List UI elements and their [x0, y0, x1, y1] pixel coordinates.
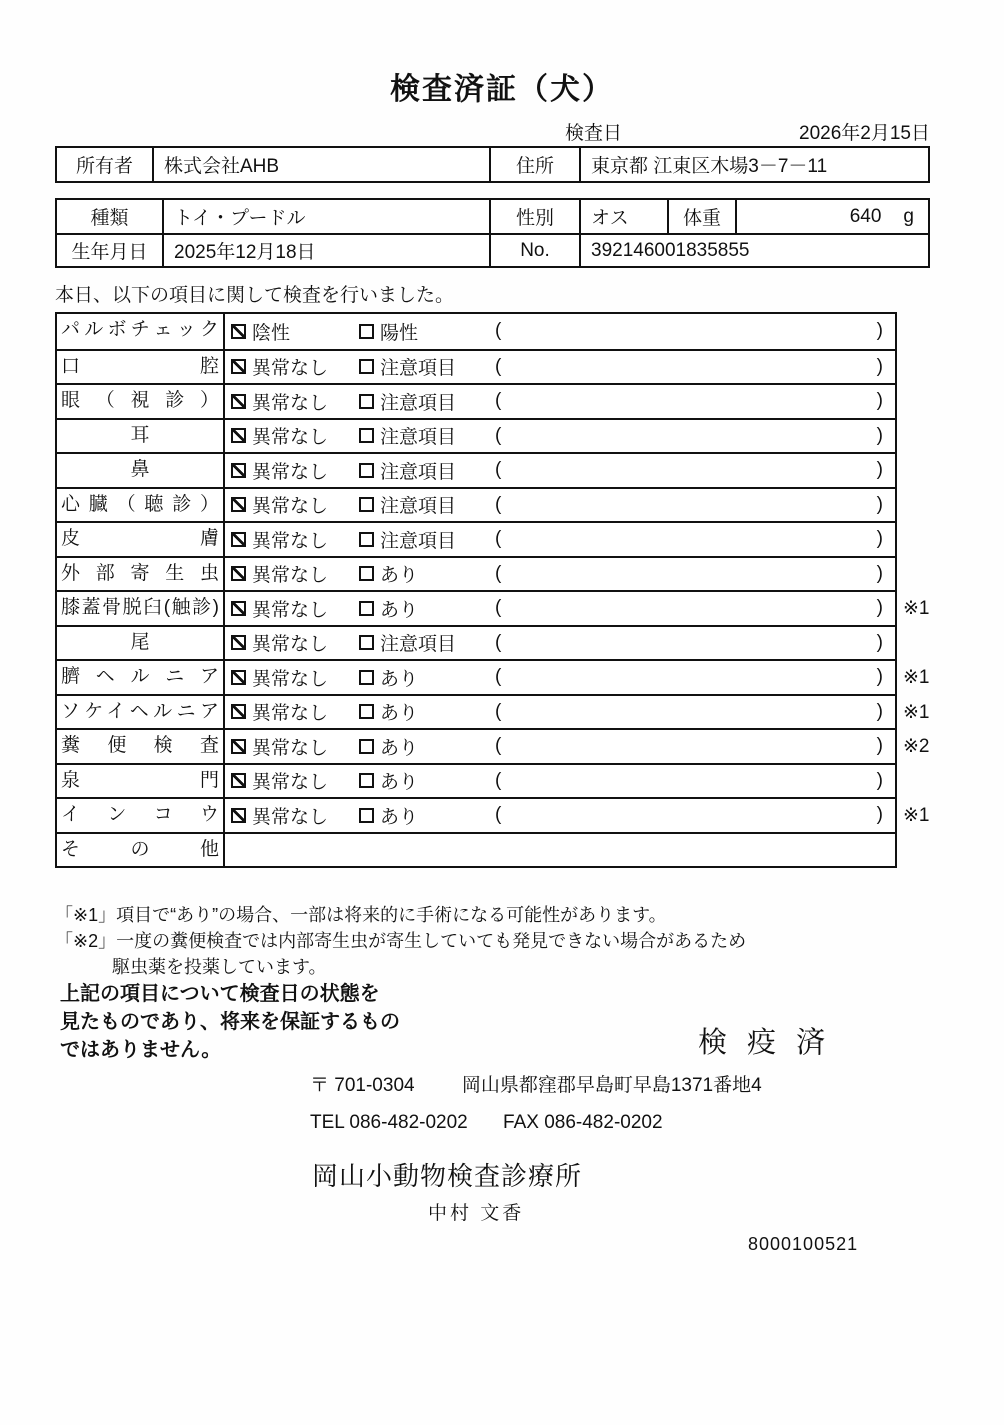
checklist-row — [57, 383, 895, 418]
remark-paren-open: ( — [495, 631, 502, 653]
checkbox-checked-icon — [231, 808, 246, 823]
checkbox-checked-icon — [231, 739, 246, 754]
sex-label: 性別 — [489, 200, 579, 233]
item-result — [225, 420, 895, 453]
remark-paren-close: ) — [876, 631, 883, 653]
item-label: 外 部 寄 生 虫 — [57, 558, 225, 591]
checkbox-unchecked-icon — [359, 359, 374, 374]
item-result — [225, 351, 895, 384]
address-value: 東京都 江東区木場3－7－11 — [579, 148, 928, 181]
option-label: 異常なし — [252, 806, 329, 828]
breed-label: 種類 — [90, 208, 129, 229]
remark-paren-close: ) — [876, 666, 883, 688]
result-option — [231, 388, 359, 415]
checkbox-unchecked-icon — [359, 428, 374, 443]
result-option — [231, 698, 359, 725]
checklist-row — [57, 832, 895, 867]
birth-label: 生年月日 — [71, 242, 148, 263]
checkbox-unchecked-icon — [359, 670, 374, 685]
remark-paren-close: ) — [876, 390, 883, 412]
result-option — [231, 457, 359, 484]
option-label: 異常なし — [252, 668, 329, 690]
option-label: 陰性 — [252, 322, 291, 344]
option-label: 異常なし — [252, 427, 329, 449]
checklist-row — [57, 694, 930, 729]
sex-value: オス — [579, 200, 667, 233]
quarantine-stamp: 検 疫 済 — [698, 1027, 832, 1059]
result-option — [231, 664, 359, 691]
owner-value: 株式会社AHB — [152, 148, 489, 181]
weight-value: 640 — [849, 205, 882, 227]
option-label: 注意項目 — [380, 496, 457, 518]
clinic-address-line — [310, 1070, 762, 1097]
item-label: パルボチェック — [57, 314, 225, 349]
result-option — [359, 491, 487, 518]
checkbox-checked-icon — [231, 704, 246, 719]
remark-paren-close: ) — [876, 355, 883, 377]
owner-table — [55, 146, 930, 183]
result-option — [231, 595, 359, 622]
option-label: 異常なし — [252, 772, 329, 794]
result-option — [359, 388, 487, 415]
item-result — [225, 385, 895, 418]
item-label: 眼 （ 視 診 ） — [57, 385, 225, 418]
item-label: そ の 他 — [57, 834, 225, 867]
option-label: 異常なし — [252, 496, 329, 518]
checklist-row — [57, 314, 895, 349]
remark-paren-close: ) — [876, 528, 883, 550]
checkbox-checked-icon — [231, 324, 246, 339]
option-label: 異常なし — [252, 703, 329, 725]
item-result — [225, 489, 895, 522]
checklist-row — [57, 521, 895, 556]
checkbox-unchecked-icon — [359, 394, 374, 409]
disclaimer-line-2: 見たものであり、将来を保証するもの — [60, 1011, 400, 1033]
result-option — [231, 560, 359, 587]
remark-paren-close: ) — [876, 493, 883, 515]
item-result — [225, 834, 895, 867]
result-option — [231, 802, 359, 829]
item-result — [225, 314, 895, 349]
footnote-mark: ※1 — [903, 701, 930, 723]
footnotes — [55, 902, 746, 980]
item-label: 皮 膚 — [57, 523, 225, 556]
checklist-row — [57, 659, 930, 694]
option-label: 陽性 — [380, 322, 419, 344]
option-label: あり — [380, 737, 419, 759]
remark-paren-open: ( — [495, 597, 502, 619]
checkbox-unchecked-icon — [359, 739, 374, 754]
option-label: あり — [380, 565, 419, 587]
checklist-row — [57, 487, 895, 522]
inspection-date-row — [55, 118, 930, 144]
item-result — [225, 627, 895, 660]
inspection-date-value: 2026年2月15日 — [799, 123, 930, 144]
checklist-row — [57, 763, 895, 798]
item-result — [225, 592, 895, 625]
result-option — [231, 422, 359, 449]
option-label: 異常なし — [252, 461, 329, 483]
item-label: 心 臓 （ 聴 診 ） — [57, 489, 225, 522]
birth-value: 2025年12月18日 — [162, 235, 489, 266]
birth-row — [57, 233, 928, 266]
remark-paren-open: ( — [495, 459, 502, 481]
footnote-mark: ※1 — [903, 598, 930, 619]
option-label: 注意項目 — [380, 530, 457, 552]
remark-paren-close: ) — [876, 804, 883, 826]
remark-paren-close: ) — [876, 700, 883, 722]
result-option — [359, 457, 487, 484]
item-result — [225, 454, 895, 487]
disclaimer-line-1: 上記の項目について検査日の状態を — [60, 983, 380, 1005]
result-option — [231, 353, 359, 380]
clinic-tel: TEL 086-482-0202 — [310, 1112, 468, 1133]
footnote-mark: ※1 — [903, 667, 930, 688]
checklist-table — [55, 312, 930, 868]
checkbox-unchecked-icon — [359, 635, 374, 650]
document-title: 検査済証（犬） — [390, 73, 614, 106]
checkbox-checked-icon — [231, 773, 246, 788]
result-option — [231, 526, 359, 553]
item-result — [225, 558, 895, 591]
result-option — [359, 698, 487, 725]
checklist-row — [57, 797, 930, 832]
footnote-2-continued: 駆虫薬を投薬しています。 — [112, 957, 327, 977]
item-result — [225, 523, 895, 556]
checkbox-checked-icon — [231, 428, 246, 443]
disclaimer-line-3: ではありません。 — [60, 1039, 222, 1061]
checkbox-checked-icon — [231, 670, 246, 685]
checkbox-unchecked-icon — [359, 601, 374, 616]
item-label: 膝蓋骨脱臼(触診) — [57, 592, 225, 625]
checkbox-checked-icon — [231, 635, 246, 650]
item-label: 耳 — [57, 420, 225, 453]
option-label: 異常なし — [252, 358, 329, 380]
remark-paren-open: ( — [495, 390, 502, 412]
checklist-row — [57, 418, 895, 453]
result-option — [359, 560, 487, 587]
remark-paren-open: ( — [495, 355, 502, 377]
remark-paren-open: ( — [495, 769, 502, 791]
item-label: イ ン コ ウ — [57, 799, 225, 832]
checkbox-unchecked-icon — [359, 532, 374, 547]
remark-paren-open: ( — [495, 424, 502, 446]
clinic-postal: 〒 701-0304 — [310, 1075, 415, 1096]
checkbox-unchecked-icon — [359, 463, 374, 478]
checkbox-checked-icon — [231, 359, 246, 374]
remark-paren-close: ) — [876, 735, 883, 757]
weight-label: 体重 — [667, 200, 735, 233]
clinic-name: 岡山小動物検査診療所 — [312, 1161, 583, 1191]
result-option — [359, 422, 487, 449]
breed-row — [57, 200, 928, 233]
item-label: ソケイヘルニア — [57, 696, 225, 729]
checkbox-checked-icon — [231, 601, 246, 616]
checkbox-unchecked-icon — [359, 808, 374, 823]
option-label: 注意項目 — [380, 358, 457, 380]
result-option — [359, 629, 487, 656]
result-option — [359, 526, 487, 553]
breed-value: トイ・プードル — [162, 200, 489, 233]
item-label: 臍 ヘ ル ニ ア — [57, 661, 225, 694]
option-label: 注意項目 — [380, 392, 457, 414]
result-option — [359, 664, 487, 691]
remark-paren-open: ( — [495, 528, 502, 550]
checklist-row — [57, 728, 930, 763]
option-label: 注意項目 — [380, 461, 457, 483]
option-label: あり — [380, 599, 419, 621]
item-label: 泉 門 — [57, 765, 225, 798]
item-label: 鼻 — [57, 454, 225, 487]
remark-paren-close: ) — [876, 424, 883, 446]
option-label: 異常なし — [252, 530, 329, 552]
remark-paren-close: ) — [876, 320, 883, 342]
pet-table — [55, 198, 930, 268]
staff-name: 中村 文香 — [428, 1203, 525, 1224]
footnote-2: 「※2」一度の糞便検査では内部寄生虫が寄生していても発見できない場合があるため — [55, 931, 747, 951]
item-result — [225, 765, 895, 798]
option-label: 注意項目 — [380, 634, 457, 656]
checkbox-unchecked-icon — [359, 324, 374, 339]
result-option — [231, 767, 359, 794]
remark-paren-open: ( — [495, 493, 502, 515]
item-result — [225, 730, 895, 763]
option-label: 異常なし — [252, 565, 329, 587]
footer-code: 8000100521 — [748, 1234, 859, 1254]
remark-paren-open: ( — [495, 320, 502, 342]
footnote-mark: ※1 — [903, 805, 930, 826]
result-option — [231, 491, 359, 518]
result-option — [359, 802, 487, 829]
footnote-mark: ※2 — [903, 736, 930, 757]
result-option — [359, 767, 487, 794]
option-label: あり — [380, 806, 419, 828]
clinic-tel-line — [310, 1112, 663, 1134]
disclaimer-text — [60, 980, 400, 1064]
address-label: 住所 — [489, 148, 579, 181]
remark-paren-open: ( — [495, 700, 502, 722]
result-option — [359, 595, 487, 622]
option-label: 異常なし — [252, 599, 329, 621]
checkbox-checked-icon — [231, 394, 246, 409]
inspection-date-label: 検査日 — [565, 123, 623, 144]
remark-paren-close: ) — [876, 459, 883, 481]
no-label: No. — [489, 235, 579, 266]
item-label: 糞 便 検 査 — [57, 730, 225, 763]
remark-paren-close: ) — [876, 562, 883, 584]
weight-unit: g — [903, 205, 914, 227]
remark-paren-open: ( — [495, 804, 502, 826]
checkbox-unchecked-icon — [359, 773, 374, 788]
option-label: 異常なし — [252, 737, 329, 759]
option-label: 注意項目 — [380, 427, 457, 449]
remark-paren-open: ( — [495, 562, 502, 584]
option-label: あり — [380, 668, 419, 690]
result-option — [231, 733, 359, 760]
result-option — [231, 629, 359, 656]
result-option — [359, 733, 487, 760]
checkbox-checked-icon — [231, 463, 246, 478]
result-option — [359, 353, 487, 380]
remark-paren-close: ) — [876, 769, 883, 791]
option-label: あり — [380, 703, 419, 725]
checklist-row — [57, 556, 895, 591]
owner-label: 所有者 — [75, 156, 133, 177]
checkbox-checked-icon — [231, 566, 246, 581]
checkbox-checked-icon — [231, 497, 246, 512]
item-result — [225, 696, 895, 729]
item-label: 尾 — [57, 627, 225, 660]
owner-row — [57, 148, 928, 181]
checklist-row — [57, 349, 895, 384]
result-option — [231, 318, 359, 345]
remark-paren-close: ) — [876, 597, 883, 619]
option-label: 異常なし — [252, 392, 329, 414]
item-label: 口 腔 — [57, 351, 225, 384]
item-result — [225, 799, 895, 832]
checkbox-checked-icon — [231, 532, 246, 547]
checklist-row — [57, 452, 895, 487]
checklist-row — [57, 625, 895, 660]
remark-paren-open: ( — [495, 735, 502, 757]
no-value: 392146001835855 — [579, 235, 928, 266]
option-label: 異常なし — [252, 634, 329, 656]
footnote-1: 「※1」項目で“あり”の場合、一部は将来的に手術になる可能性があります。 — [55, 905, 667, 925]
weight-cell — [735, 200, 928, 233]
checkbox-unchecked-icon — [359, 566, 374, 581]
result-option — [359, 318, 487, 345]
checklist-row — [57, 590, 930, 625]
remark-paren-open: ( — [495, 666, 502, 688]
intro-text: 本日、以下の項目に関して検査を行いました。 — [55, 285, 455, 306]
clinic-fax: FAX 086-482-0202 — [503, 1112, 663, 1133]
checkbox-unchecked-icon — [359, 497, 374, 512]
checkbox-unchecked-icon — [359, 704, 374, 719]
clinic-address: 岡山県都窪郡早島町早島1371番地4 — [461, 1075, 762, 1096]
item-result — [225, 661, 895, 694]
option-label: あり — [380, 772, 419, 794]
